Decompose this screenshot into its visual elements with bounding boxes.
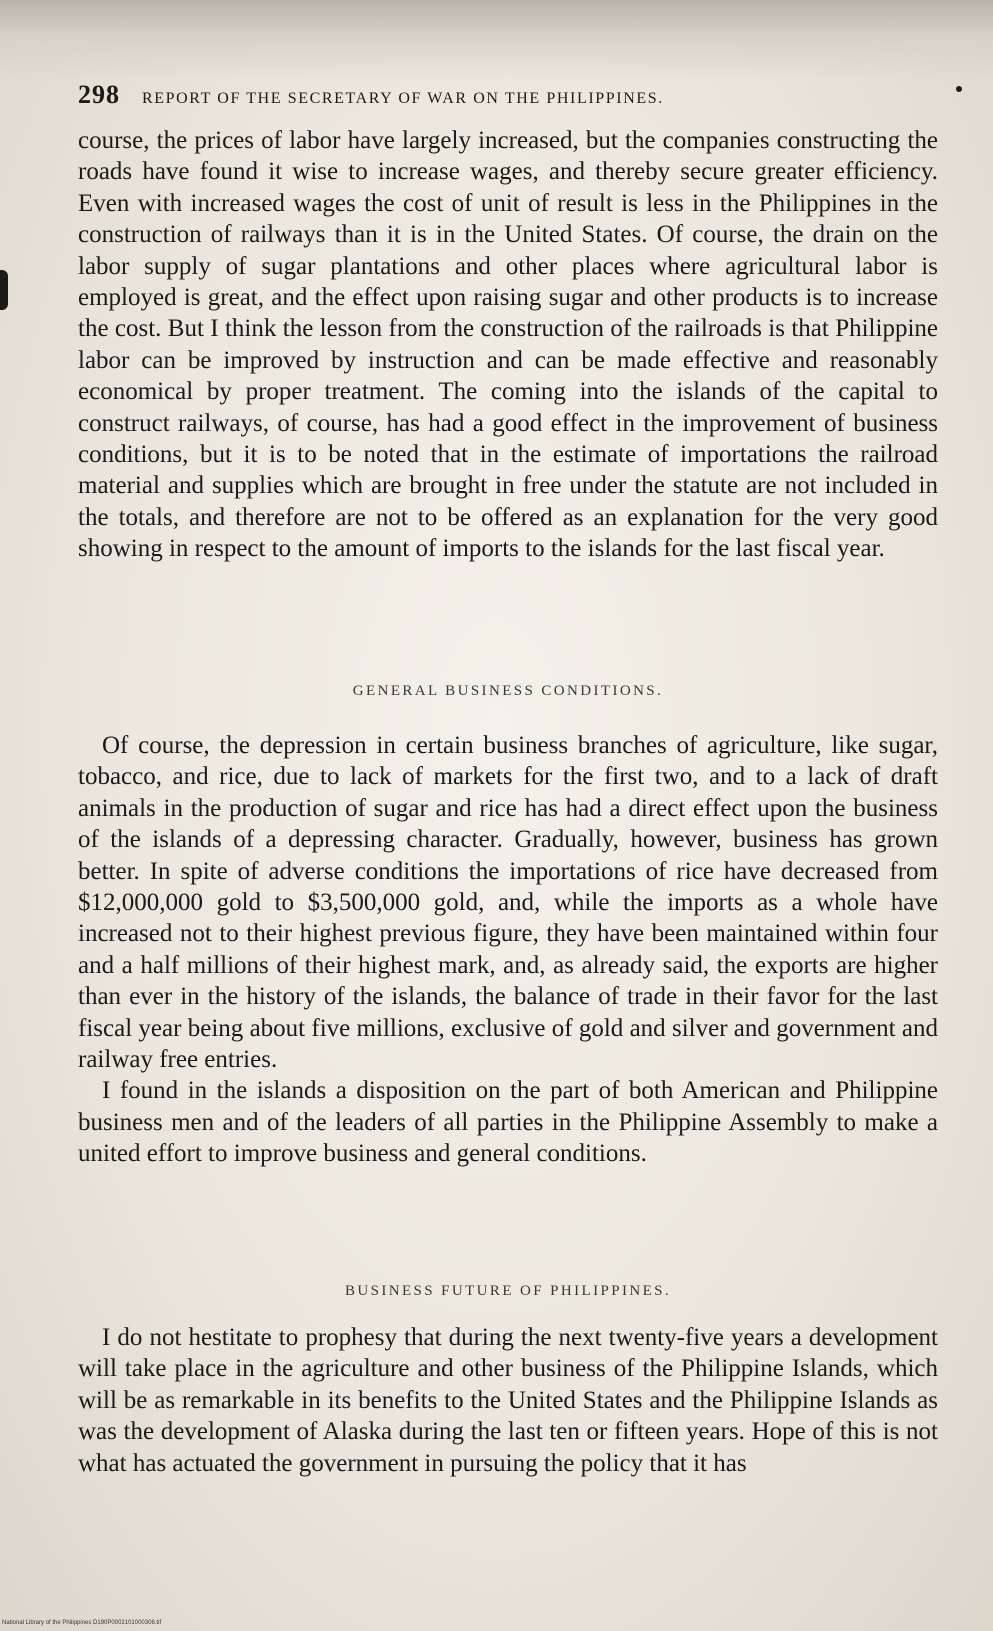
scan-credit: National Library of the Philippines D190P0002101000306.tif [2,1620,162,1626]
binding-mark [0,270,8,310]
general-business-block [78,730,938,1170]
running-header [78,80,938,110]
page-number: 298 [78,80,120,109]
general-business-paragraph-2: I found in the islands a disposition on the part of both American and Philippine business men and of the leaders of all parties in the Philippine Assembly to make a united effort to improve business and general conditions. [78,1077,938,1168]
section-heading-business-future: BUSINESS FUTURE OF PHILIPPINES. [344,1283,672,1299]
business-future-block [78,1322,938,1479]
business-future-paragraph: I do not hestitate to prophesy that during the next twenty-five years a development will take place in the agriculture and other business of the Philippine Islands, which will be as remarkable in its benefits to the United States and the Philippine Islands as was the development of Alaska during the last ten or fifteen years. Hope of this is not what has actuated the government in pursuing the policy that it has [78,1324,938,1477]
continued-paragraph: course, the prices of labor have largely increased, but the companies constructing the roads have found it wise to increase wages, and thereby secure greater efficiency. Even with increased wages the cost of unit of result is less in the Philippines in the construction of railways than it is in the United States. Of course, the drain on the labor supply of sugar plantations and other places where agricultural labor is employed is great, and the effect upon raising sugar and other products is to increase the cost. But I think the lesson from the construction of the railroads is that Philippine labor can be improved by instruction and can be made effective and reasonably economical by proper treatment. The coming into the islands of the capital to construct railways, of course, has had a good effect in the improvement of business conditions, but it is to be noted that in the estimate of importations the railroad material and supplies which are brought in free under the statute are not included in the totals, and therefore are not to be offered as an explanation for the very good showing in respect to the amount of imports to the islands for the last fiscal year. [78,127,938,563]
section-heading-general-business: GENERAL BUSINESS CONDITIONS. [352,683,664,699]
running-title: REPORT OF THE SECRETARY OF WAR ON THE PHILIPPINES. [142,90,664,107]
general-business-paragraph-1: Of course, the depression in certain business branches of agriculture, like sugar, tobacco, and rice, due to lack of markets for the first two, and to a lack of draft animals in the production of sugar and rice has had a direct effect upon the business of the islands of a depressing character. Gradually, however, business has grown better. In spite of adverse conditions the importations of rice have decreased from $12,000,000 gold to $3,500,000 gold, and, while the imports as a whole have increased not to their highest previous figure, they have been maintained within four and a half millions of their highest mark, and, as already said, the exports are higher than ever in the history of the islands, the balance of trade in their favor for the last fiscal year being about five millions, exclusive of gold and silver and government and railway free entries. [78,732,938,1074]
continued-paragraph-block [78,125,938,565]
scan-shadow [0,0,993,80]
scan-speck [956,86,962,92]
